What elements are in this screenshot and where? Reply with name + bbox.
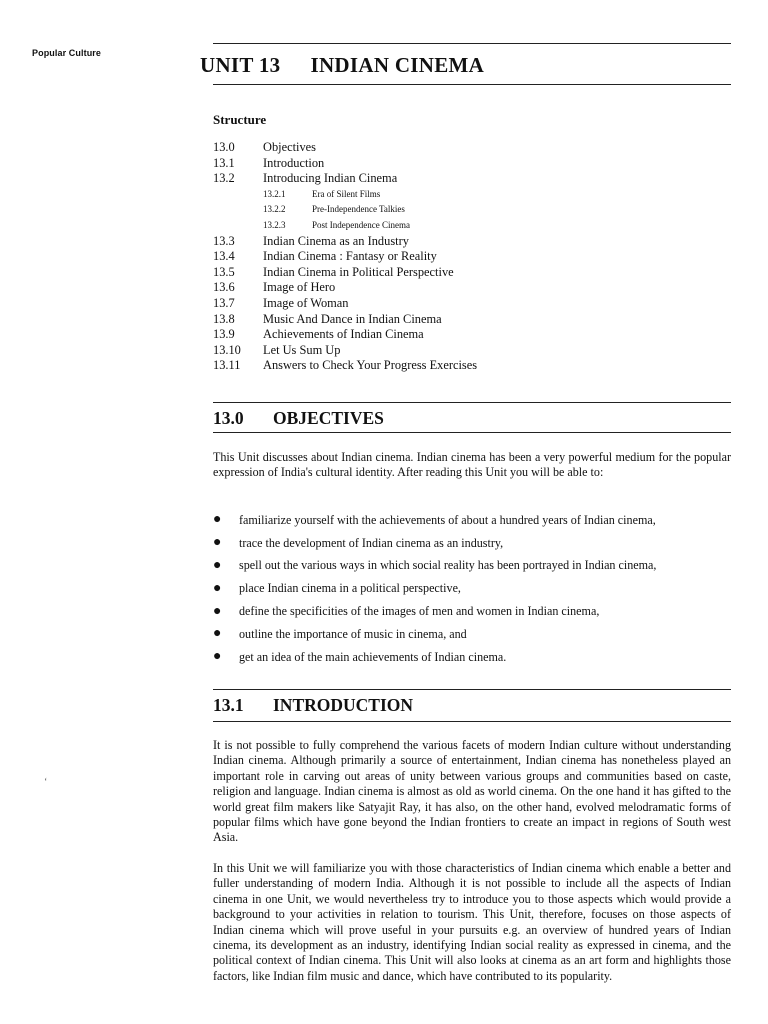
objectives-heading <box>213 408 731 429</box>
objective-text: familiarize yourself with the achievements of about a hundred years of Indian cinema, <box>239 512 656 527</box>
objective-item <box>213 555 731 578</box>
structure-heading: Structure <box>213 112 267 127</box>
toc-item <box>213 358 731 374</box>
toc-item-number: 13.8 <box>213 311 235 326</box>
toc-item-number: 13.10 <box>213 342 241 357</box>
toc-item-label: Image of Hero <box>263 280 336 295</box>
scan-speck: ʻ <box>44 777 48 788</box>
toc-item <box>213 249 731 265</box>
section-title: OBJECTIVES <box>273 408 384 428</box>
toc-item-number: 13.7 <box>213 295 235 310</box>
introduction-paragraph-1: It is not possible to fully comprehend the various facets of modern Indian culture without understanding Indian cinema. Although primarily a source of entertainment, Indian cinema has nonetheless played an important role in carving out areas of unity between various groups and communities based on caste, religion and language. Indian cinema is almost as old as world cinema. On the one hand it has gifted to the world great film makers like Satyajit Ray, it has also, on the other hand, evolved melodramatic forms of popular films which have gone beyond the Indian frontiers to create an impact in regions of South west Asia. <box>213 738 731 845</box>
objective-text: get an idea of the main achievements of Indian cinema. <box>239 649 507 664</box>
toc-item-number: 13.0 <box>213 140 235 154</box>
toc-item-number: 13.9 <box>213 327 235 342</box>
table-of-contents <box>213 140 731 374</box>
toc-item-number: 13.6 <box>213 280 235 295</box>
bullet-icon: ● <box>213 557 222 573</box>
unit-title <box>200 53 484 78</box>
objective-item <box>213 600 731 623</box>
toc-item <box>213 156 731 172</box>
objective-text: define the specificities of the images of men and women in Indian cinema, <box>239 604 600 619</box>
toc-item-label: Answers to Check Your Progress Exercises <box>263 358 478 373</box>
toc-item-label: Indian Cinema : Fantasy or Reality <box>263 249 437 264</box>
bullet-icon: ● <box>213 535 222 551</box>
objectives-list <box>213 509 731 669</box>
unit-name: INDIAN CINEMA <box>310 53 485 77</box>
toc-item-label: Objectives <box>263 140 316 154</box>
introduction-heading <box>213 695 731 716</box>
objective-text: place Indian cinema in a political perspective, <box>239 581 461 596</box>
objective-item <box>213 577 731 600</box>
running-header: Popular Culture <box>32 48 102 58</box>
objective-item <box>213 623 731 646</box>
toc-item-label: Indian Cinema as an Industry <box>263 233 409 248</box>
bullet-icon: ● <box>213 649 222 665</box>
section-number: 13.0 <box>213 408 244 428</box>
toc-item <box>213 265 731 281</box>
toc-item-label: Indian Cinema in Political Perspective <box>263 264 454 279</box>
bullet-icon: ● <box>213 603 222 619</box>
section-title: INTRODUCTION <box>273 695 414 715</box>
toc-item-number: 13.2.3 <box>263 219 286 230</box>
toc-item-number: 13.2 <box>213 171 235 186</box>
objective-item <box>213 532 731 555</box>
toc-item-number: 13.5 <box>213 264 235 279</box>
toc-item-label: Let Us Sum Up <box>263 342 341 357</box>
toc-item <box>213 234 731 250</box>
bullet-icon: ● <box>213 626 222 642</box>
toc-item <box>213 140 731 156</box>
toc-item-label: Achievements of Indian Cinema <box>263 327 424 342</box>
objectives-intro: This Unit discusses about Indian cinema. Indian cinema has been a very powerful medium for the popular expression of India's cultural identity. After reading this Unit you will be able to: <box>213 450 731 480</box>
objective-text: trace the development of Indian cinema as an industry, <box>239 535 504 550</box>
objectives-top-rule <box>213 402 731 403</box>
toc-item <box>213 312 731 328</box>
toc-item-label: Image of Woman <box>263 295 349 310</box>
objective-item <box>213 509 731 532</box>
title-rule <box>213 84 731 85</box>
toc-item <box>213 296 731 312</box>
introduction-top-rule <box>213 689 731 690</box>
introduction-paragraph-2: In this Unit we will familiarize you with those characteristics of Indian cinema which enable a better and fuller understanding of modern India. Although it is not possible to include all the aspects of Indian cinema in one Unit, we would nevertheless try to introduce you to those aspects which would provide a background to your activities in relation to tourism. This Unit, therefore, focuses on those aspects of Indian cinema which will prove useful in your pursuits e.g. an overview of hundred years of Indian cinema, its development as an industry, identifying Indian social reality as expressed in cinema, and the political context of Indian cinema. This Unit will also looks at cinema as an art form and highlights those factors, like Indian film music and dance, which have contributed to its popularity. <box>213 861 731 983</box>
introduction-bottom-rule <box>213 721 731 722</box>
toc-item-number: 13.4 <box>213 249 235 264</box>
section-number: 13.1 <box>213 695 244 715</box>
toc-item-label: Introduction <box>263 155 325 170</box>
toc-item-number: 13.1 <box>213 155 235 170</box>
toc-item <box>213 280 731 296</box>
bullet-icon: ● <box>213 580 222 596</box>
toc-item <box>213 218 731 234</box>
toc-item-number: 13.2.1 <box>263 188 286 199</box>
objective-item <box>213 646 731 669</box>
toc-item-label: Music And Dance in Indian Cinema <box>263 311 442 326</box>
toc-item <box>213 187 731 203</box>
toc-item <box>213 343 731 359</box>
toc-item <box>213 327 731 343</box>
toc-item-number: 13.11 <box>213 358 241 373</box>
toc-item-number: 13.2.2 <box>263 204 286 215</box>
toc-item-label: Pre-Independence Talkies <box>312 204 405 215</box>
toc-item-label: Era of Silent Films <box>312 188 381 199</box>
top-rule <box>213 43 731 44</box>
objective-text: spell out the various ways in which social reality has been portrayed in Indian cinema, <box>239 558 657 573</box>
toc-item-label: Post Independence Cinema <box>312 219 410 230</box>
toc-item-label: Introducing Indian Cinema <box>263 171 398 186</box>
toc-item <box>213 202 731 218</box>
bullet-icon: ● <box>213 512 222 528</box>
objective-text: outline the importance of music in cinema, and <box>239 626 467 641</box>
unit-number: UNIT 13 <box>200 53 281 77</box>
toc-item <box>213 171 731 187</box>
objectives-bottom-rule <box>213 432 731 433</box>
toc-item-number: 13.3 <box>213 233 235 248</box>
